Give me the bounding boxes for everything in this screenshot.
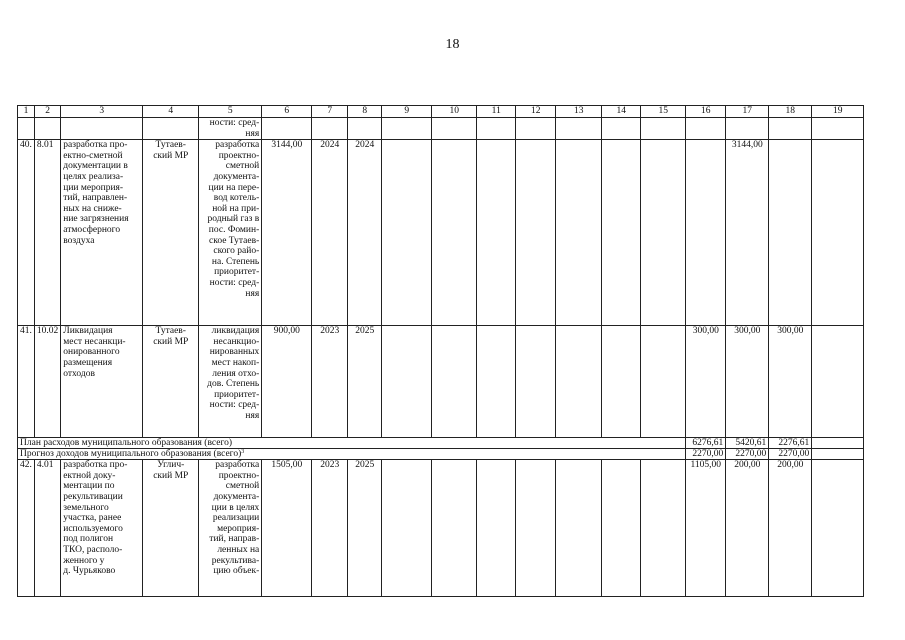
row-code: 10.02 (34, 326, 60, 438)
col-number: 8 (348, 106, 382, 118)
col-number: 4 (143, 106, 199, 118)
row-description: разработка проектно- сметной документа- ции на пере- вод котель- ной на при- родный газ в пос. Фомин- ское Тутаев- ского райо- на. Степень приоритет- ности: сред- няя (199, 140, 262, 326)
row-start-year: 2024 (312, 140, 348, 326)
row-name: Ликвидация мест несанкци- онированного размещения отходов (61, 326, 143, 438)
col-number: 18 (769, 106, 812, 118)
row-end-year: 2025 (348, 460, 382, 597)
col-number: 16 (686, 106, 726, 118)
col-number: 9 (382, 106, 432, 118)
row-description: разработка проектно- сметной документа- ции в целях реализации мероприя- тий, направ- ленных на рекультива- цию объек- (199, 460, 262, 597)
row-name: разработка про- ектной доку- ментации по рекультивации земельного участка, ранее используемого под полигон ТКО, располо- женного у д. Чурьяково (61, 460, 143, 597)
table-row-continuation (18, 118, 864, 140)
description-continuation: ности: сред- няя (199, 118, 262, 140)
row-executor: Тутаев- ский МР (143, 140, 199, 326)
row-number: 40. (18, 140, 35, 326)
row-value-18 (769, 140, 812, 326)
col-number: 12 (516, 106, 556, 118)
col-number: 11 (477, 106, 516, 118)
forecast-total-16: 2270,00 (686, 449, 726, 460)
row-executor: Тутаев- ский МР (143, 326, 199, 438)
col-number: 14 (602, 106, 641, 118)
row-cost: 1505,00 (262, 460, 312, 597)
row-cost: 900,00 (262, 326, 312, 438)
row-value-17: 200,00 (726, 460, 769, 597)
row-code: 4.01 (34, 460, 60, 597)
col-number: 1 (18, 106, 35, 118)
col-number: 7 (312, 106, 348, 118)
plan-total-label: План расходов муниципального образования (всего) (18, 438, 686, 449)
table-row (18, 460, 864, 597)
row-end-year: 2025 (348, 326, 382, 438)
table-row (18, 326, 864, 438)
col-number: 15 (641, 106, 686, 118)
forecast-total-17: 2270,00 (726, 449, 769, 460)
row-cost: 3144,00 (262, 140, 312, 326)
table-row (18, 140, 864, 326)
row-value-16: 300,00 (686, 326, 726, 438)
row-number: 41. (18, 326, 35, 438)
col-number: 13 (556, 106, 602, 118)
plan-total-18: 2276,61 (769, 438, 812, 449)
row-value-18: 300,00 (769, 326, 812, 438)
column-number-row (18, 106, 864, 118)
row-value-16: 1105,00 (686, 460, 726, 597)
forecast-total-row (18, 449, 864, 460)
row-start-year: 2023 (312, 326, 348, 438)
plan-total-16: 6276,61 (686, 438, 726, 449)
col-number: 6 (262, 106, 312, 118)
col-number: 10 (432, 106, 477, 118)
plan-total-17: 5420,61 (726, 438, 769, 449)
row-number: 42. (18, 460, 35, 597)
row-end-year: 2024 (348, 140, 382, 326)
col-number: 19 (812, 106, 864, 118)
row-value-16 (686, 140, 726, 326)
row-start-year: 2023 (312, 460, 348, 597)
row-value-17: 300,00 (726, 326, 769, 438)
footnote-mark: 3 (241, 449, 245, 456)
col-number: 2 (34, 106, 60, 118)
col-number: 17 (726, 106, 769, 118)
row-code: 8.01 (34, 140, 60, 326)
forecast-total-18: 2270,00 (769, 449, 812, 460)
row-description: ликвидация несанкцио- нированных мест накоп- ления отхо- дов. Степень приоритет- ности: сред- няя (199, 326, 262, 438)
row-name: разработка про- ектно-сметной документации в целях реализа- ции мероприя- тий, направлен- ных на сниже- ние загрязнения атмосферного воздуха (61, 140, 143, 326)
row-executor: Углич- ский МР (143, 460, 199, 597)
col-number: 5 (199, 106, 262, 118)
col-number: 3 (61, 106, 143, 118)
plan-total-row (18, 438, 864, 449)
page-number: 18 (445, 37, 460, 52)
budget-table (17, 105, 864, 597)
row-value-18: 200,00 (769, 460, 812, 597)
forecast-total-label: Прогноз доходов муниципального образования (всего)$^3$ (18, 449, 686, 460)
row-value-17: 3144,00 (726, 140, 769, 326)
